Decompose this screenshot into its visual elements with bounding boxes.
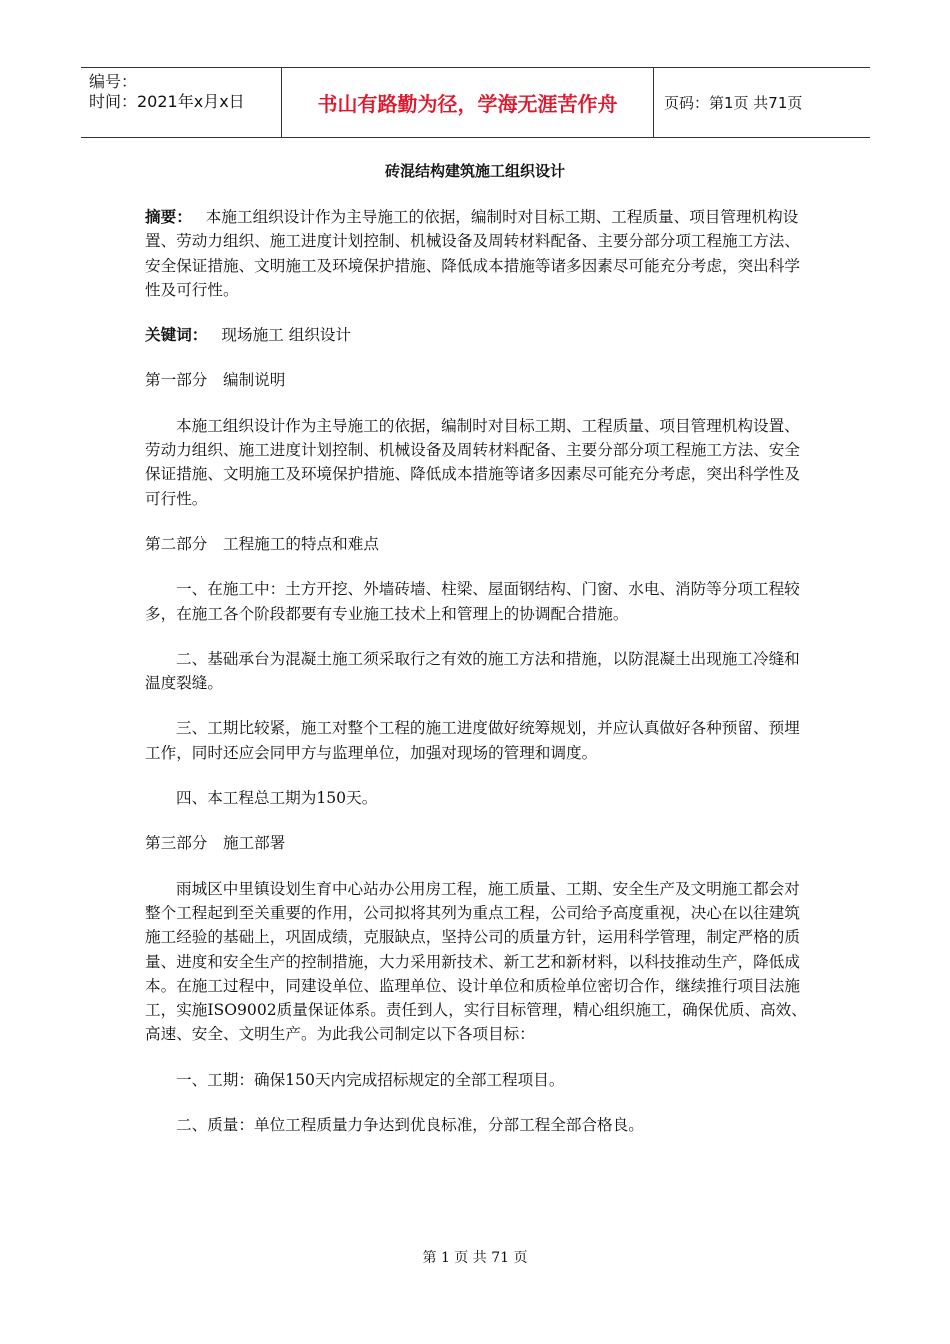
part2-item-4: 四、本工程总工期为150天。 [176,789,378,808]
part2-item-1: 一、在施工中：土方开挖、外墙砖墙、柱梁、屋面钢结构、门窗、水电、消防等分项工程较多，在施工各个阶段都要有专业施工技术上和管理上的协调配合措施。 [145,580,800,623]
part3-item-1: 一、工期：确保150天内完成招标规定的全部工程项目。 [176,1070,565,1089]
keywords-label: 关键词： [145,325,208,345]
document-body [145,205,807,1158]
part2-item-2: 二、基础承台为混凝土施工须采取行之有效的施工方法和措施，以防混凝土出现施工冷缝和温度裂缝。 [145,649,800,693]
part1-paragraph: 本施工组织设计作为主导施工的依据，编制时对目标工期、工程质量、项目管理机构设置、劳动力组织、施工进度计划控制、机械设备及周转材料配备、主要分部分项工程施工方法、安全保证措施、文明施工及环境保护措施、降低成本措施等诸多因素尽可能充分考虑，突出科学性及可行性。 [145,416,800,508]
part3-item-2: 二、质量：单位工程质量力争达到优良标准，分部工程全部合格良。 [176,1116,644,1135]
page-footer: 第 1 页 共 71 页 [422,1250,528,1266]
document-title: 砖混结构建筑施工组织设计 [384,162,565,180]
abstract-paragraph [145,205,807,302]
abstract-text: 本施工组织设计作为主导施工的依据，编制时对目标工期、工程质量、项目管理机构设置、劳动力组织、施工进度计划控制、机械设备及周转材料配备、主要分部分项工程施工方法、安全保证措施、文明施工及环境保护措施、降低成本措施等诸多因素尽可能充分考虑，突出科学性及可行性。 [145,208,800,299]
document-number-label: 编号： [89,72,138,91]
part3-heading: 第三部分 施工部署 [145,834,286,853]
part1-heading: 第一部分 编制说明 [145,371,286,390]
header-motto: 书山有路勤为径，学海无涯苦作舟 [317,92,618,116]
header-page-number: 页码：第1页 共71页 [664,94,803,112]
header-meta [81,68,282,137]
part3-paragraph: 雨城区中里镇设划生育中心站办公用房工程，施工质量、工期、安全生产及文明施工都会对整个工程起到至关重要的作用，公司拟将其列为重点工程，公司给予高度重视，决心在以往建筑施工经验的基础上，巩固成绩，克服缺点，坚持公司的质量方针，运用科学管理，制定严格的质量、进度和安全生产的控制措施，大力采用新技术、新工艺和新材料，以科技推动生产，降低成本。在施工过程中，同建设单位、监理单位、设计单位和质检单位密切合作，继续推行项目法施工，实施ISO9002质量保证体系。责任到人，实行目标管理，精心组织施工，确保优质、高效、高速、安全、文明生产。为此我公司制定以下各项目标： [145,879,807,1044]
part2-item-3: 三、工期比较紧，施工对整个工程的施工进度做好统筹规划，并应认真做好各种预留、预埋工作，同时还应会同甲方与监理单位，加强对现场的管理和调度。 [145,719,800,762]
part2-heading: 第二部分 工程施工的特点和难点 [145,534,379,553]
page-header [81,67,870,138]
keywords-paragraph [145,323,807,347]
header-motto-cell [282,68,654,137]
keywords-text: 现场施工 组织设计 [221,326,352,345]
abstract-label: 摘要： [145,207,192,226]
document-time-label: 时间：2021年x月x日 [89,92,245,111]
